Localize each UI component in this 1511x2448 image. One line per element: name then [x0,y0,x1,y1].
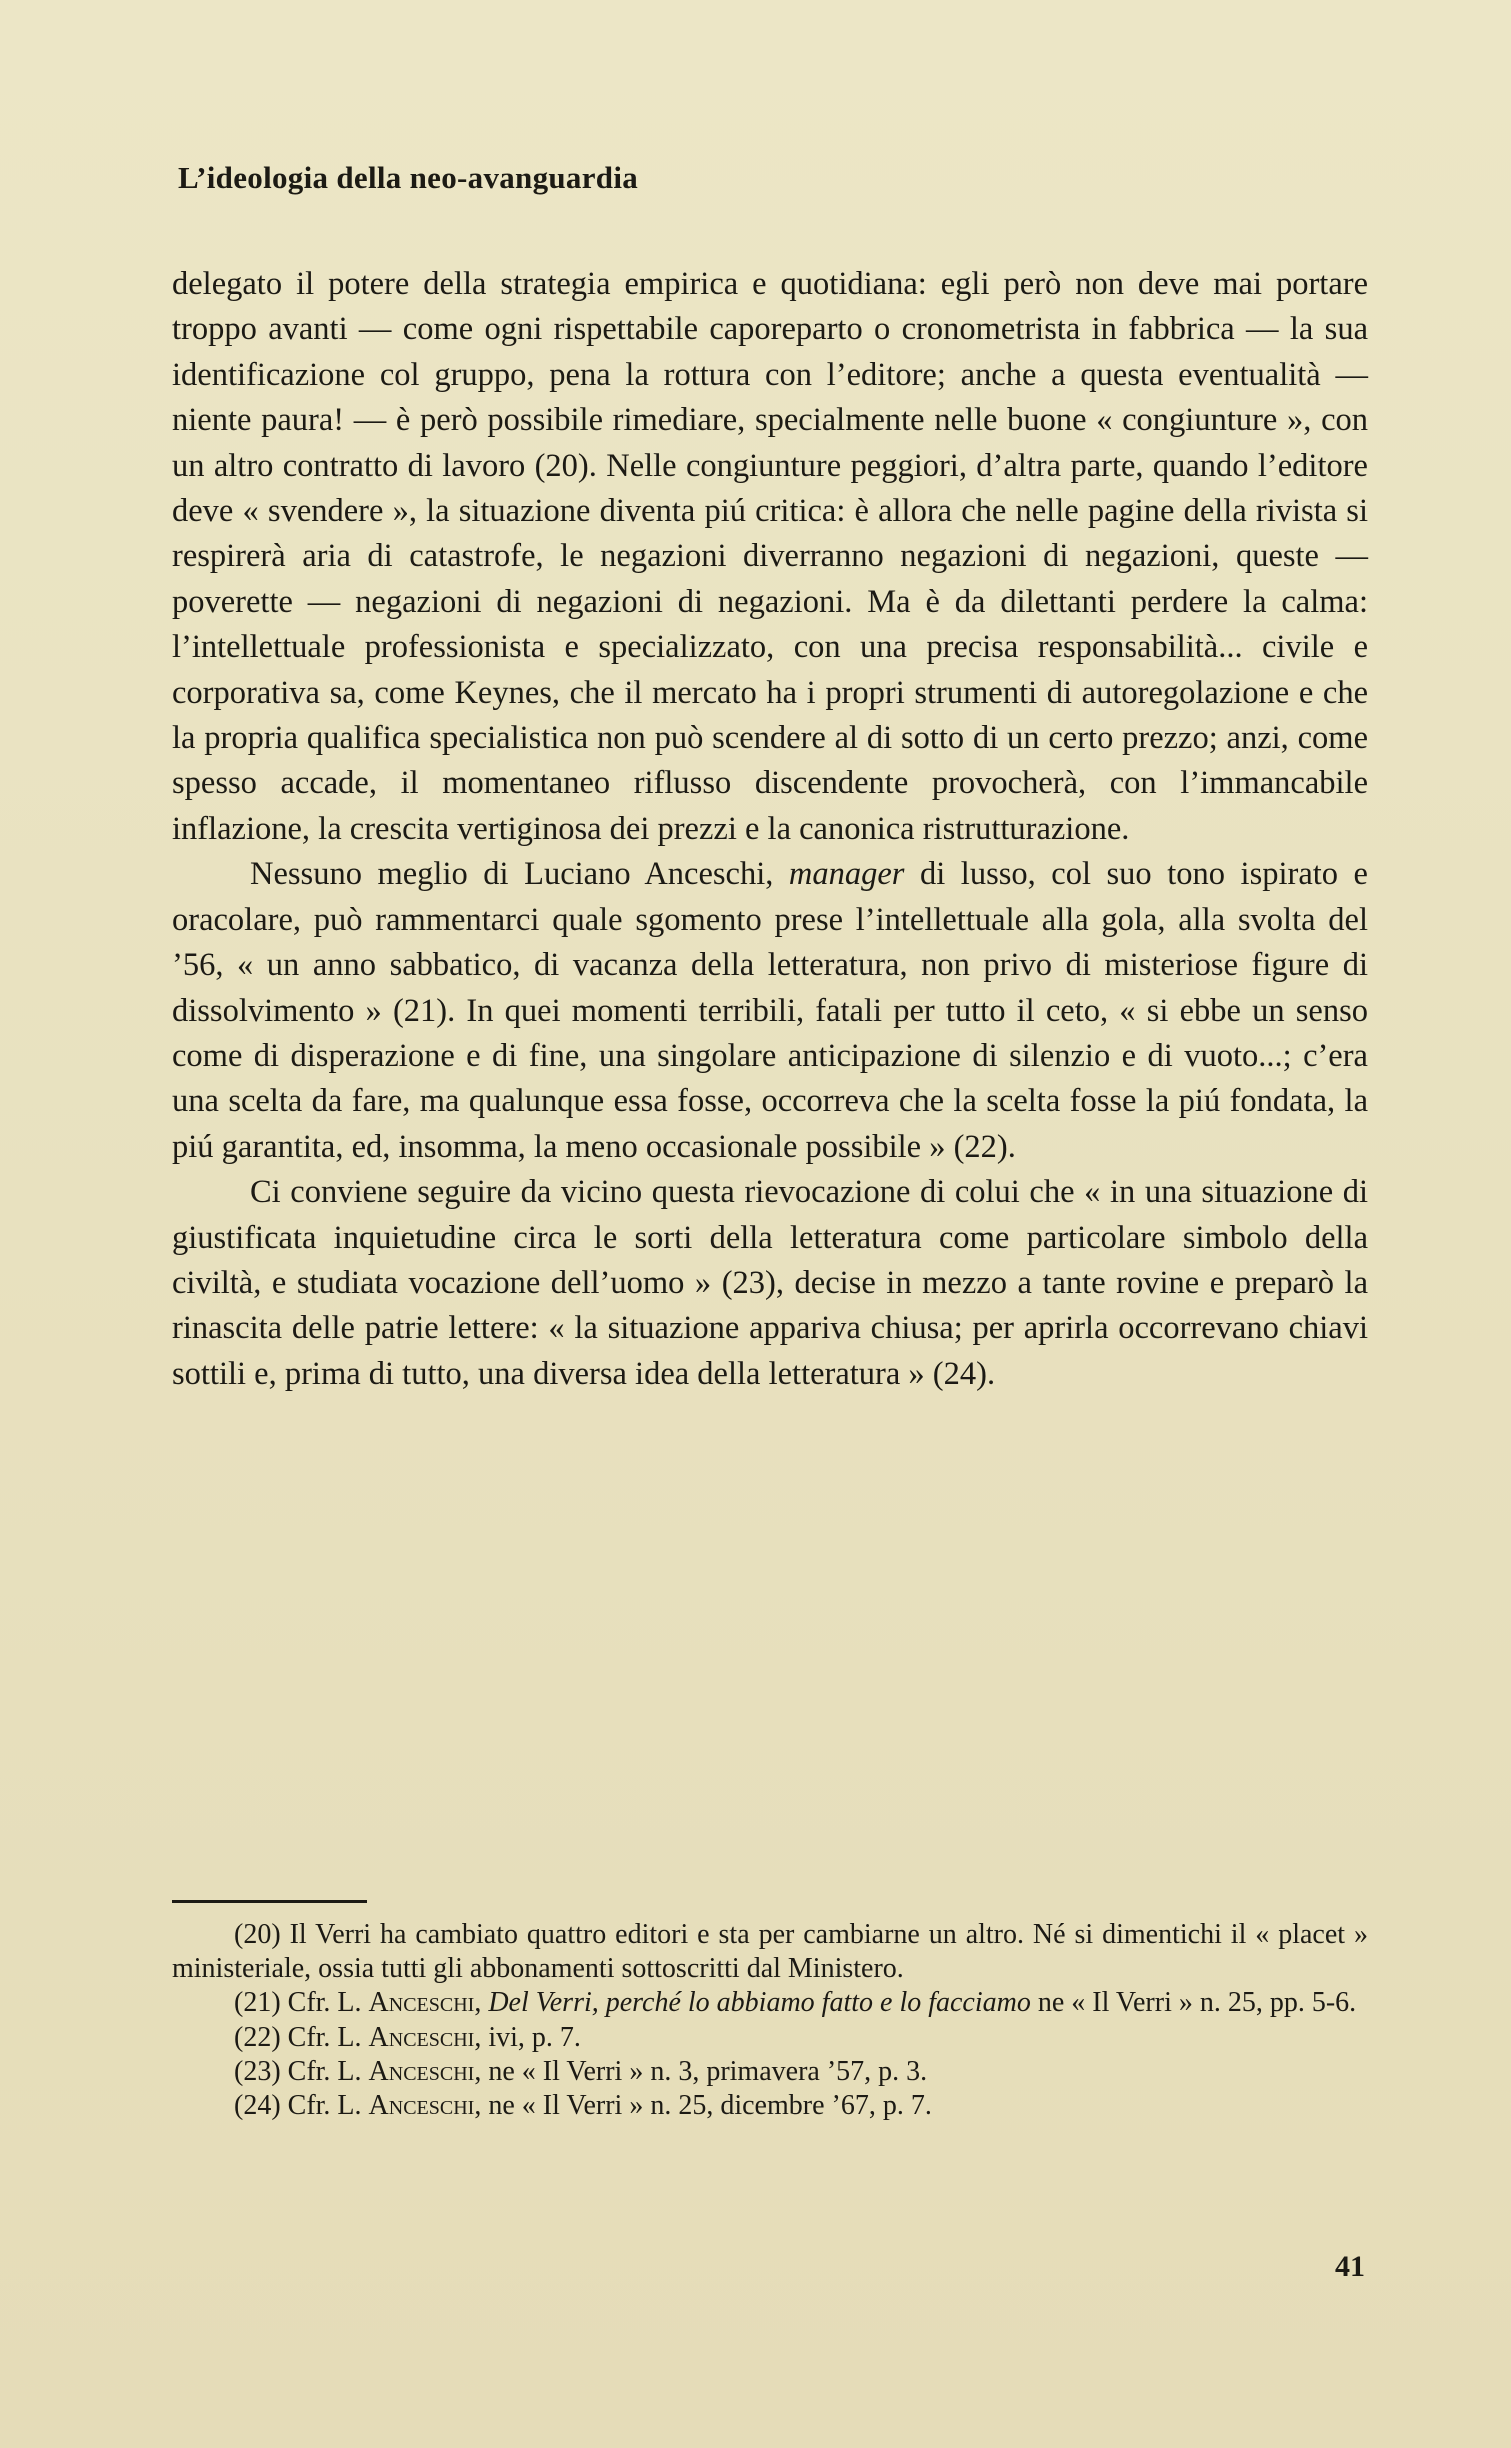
footnote-22-prefix: (22) Cfr. L. [234,2021,369,2053]
paragraph-3-text: Ci conviene seguire da vicino questa rievocazione di colui che « in una situazione di giustificata inquietudine circa le sorti della letteratura come particolare simbolo della civiltà, e studiata vocazione dell’uomo » (23), decise in mezzo a tante rovine e preparò la rinascita delle patrie lettere: « la situazione appariva chiusa; per aprirla occorrevano chiavi sottili e, prima di tutto, una diversa idea della letteratura » (24). [172,1174,1368,1392]
footnote-24-prefix: (24) Cfr. L. [234,2090,369,2122]
footnote-22-source: , ivi, p. 7. [474,2021,581,2053]
footnote-24 [172,2089,1368,2123]
footnote-21 [172,1986,1368,2020]
footnote-21-sep: , [474,1987,489,2019]
footnote-22-author: Anceschi [368,2021,475,2053]
footnote-22 [172,2021,1368,2055]
footnotes [172,1918,1368,2123]
paragraph-2-italic-manager: manager [788,856,905,893]
paragraph-1-text: delegato il potere della strategia empirica e quotidiana: egli però non deve mai portare troppo avanti — come ogni rispettabile caporeparto o cronometrista in fabbrica — la sua identificazione col gruppo, pena la rottura con l’editore; anche a questa eventualità — niente paura! — è però possibile rimediare, specialmente nelle buone « congiunture », con un altro contratto di lavoro (20). Nelle congiunture peggiori, d’altra parte, quando l’editore deve « svendere », la situazione diventa piú critica: è allora che nelle pagine della rivista si respirerà aria di catastrofe, le negazioni diverranno negazioni di negazioni, queste — poverette — negazioni di negazioni di negazioni. Ma è da dilettanti perdere la calma: l’intellettuale professionista e specializzato, con una precisa responsabilità... civile e corporativa sa, come Keynes, che il mercato ha i propri strumenti di autoregolazione e che la propria qualifica specialistica non può scendere al di sotto di un certo prezzo; anzi, come spesso accade, il momentaneo riflusso discendente provocherà, con l’immancabile inflazione, la crescita vertiginosa dei prezzi e la canonica ristrutturazione. [172,266,1368,847]
paragraph-2 [172,852,1368,1170]
footnote-20 [172,1918,1368,1986]
footnote-20-text: (20) Il Verri ha cambiato quattro editori e sta per cambiarne un altro. Né si dimentichi il « placet » ministeriale, ossia tutti gli abbonamenti sottoscritti dal Ministero. [172,1919,1368,1985]
footnote-21-title: Del Verri, perché lo abbiamo fatto e lo facciamo [488,1987,1031,2019]
paragraph-1 [172,262,1368,852]
paragraph-2-text-start: Nessuno meglio di Luciano Anceschi, [250,856,789,893]
page-number: 41 [1335,2250,1365,2283]
footnote-23-source: , ne « Il Verri » n. 3, primavera ’57, p. 3. [474,2055,928,2087]
footnote-21-source: ne « Il Verri » n. 25, pp. 5-6. [1030,1987,1357,2019]
footnote-23-prefix: (23) Cfr. L. [234,2055,369,2087]
main-text [172,262,1368,1397]
running-header: L’ideologia della neo-avanguardia [178,160,639,195]
footnote-23-author: Anceschi [368,2055,475,2087]
footnote-23 [172,2055,1368,2089]
footnote-21-prefix: (21) Cfr. L. [234,1987,369,2019]
footnote-24-source: , ne « Il Verri » n. 25, dicembre ’67, p. 7. [474,2090,932,2122]
footnote-24-author: Anceschi [368,2090,475,2122]
footnote-separator [172,1900,367,1903]
footnote-21-author: Anceschi [368,1987,475,2019]
paragraph-3 [172,1170,1368,1397]
paragraph-2-text-end: di lusso, col suo tono ispirato e oracolare, può rammentarci quale sgomento prese l’intellettuale alla gola, alla svolta del ’56, « un anno sabbatico, di vacanza della letteratura, non privo di misteriose figure di dissolvimento » (21). In quei momenti terribili, fatali per tutto il ceto, « si ebbe un senso come di disperazione e di fine, una singolare anticipazione di silenzio e di vuoto...; c’era una scelta da fare, ma qualunque essa fosse, occorreva che la scelta fosse la piú fondata, la piú garantita, ed, insomma, la meno occasionale possibile » (22). [172,856,1368,1165]
